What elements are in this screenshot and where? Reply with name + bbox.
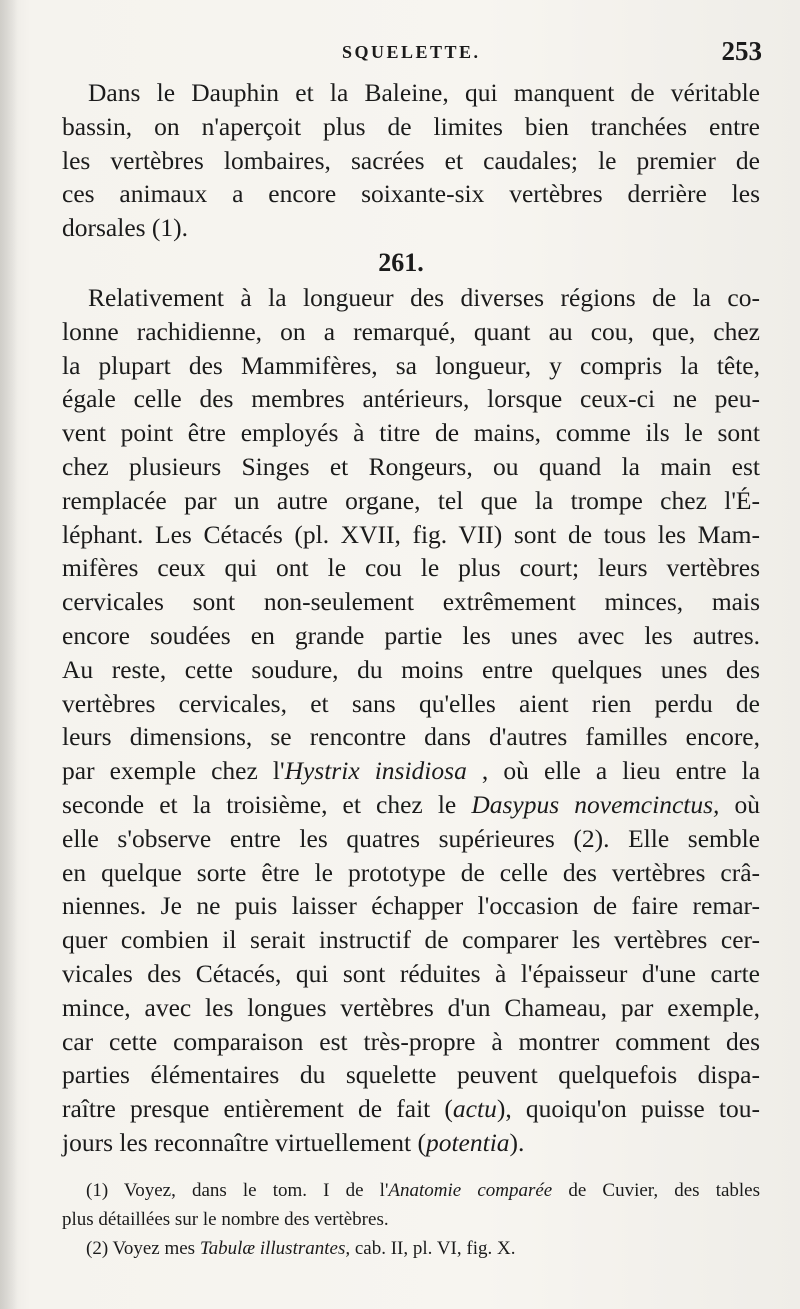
text-line: remplacée par un autre organe, tel que la trompe chez l'É- (62, 485, 760, 515)
footnotes (62, 1176, 760, 1263)
section-number: 261. (378, 247, 424, 277)
text-line: bassin, on n'aperçoit plus de limites bien tranchées entre (62, 111, 760, 141)
text-line: vent point être employés à titre de mains, comme ils le sont (62, 418, 760, 448)
text-line: Dans le Dauphin et la Baleine, qui manquent de véritable (88, 78, 760, 107)
text-segment: jours les reconnaître virtuellement ( (62, 1127, 426, 1157)
text-line: léphant. Les Cétacés (pl. XVII, fig. VII) sont de tous les Mam- (62, 519, 760, 549)
text-segment: ). (509, 1127, 525, 1157)
text-segment: (1) Voyez, dans le tom. I de l' (86, 1180, 389, 1201)
text-segment: par exemple chez l' (62, 756, 285, 786)
text-line: chez plusieurs Singes et Rongeurs, ou quand la main est (62, 451, 760, 481)
text-segment: ), quoiqu'on puisse tou- (496, 1094, 761, 1124)
text-line: en quelque sorte être le prototype de celle des vertèbres crâ- (62, 857, 760, 887)
text-line: vertèbres cervicales, et sans qu'elles aient rien perdu de (62, 688, 760, 718)
text-line: mifères ceux qui ont le cou le plus court; leurs vertèbres (62, 553, 760, 583)
footnote-1 (62, 1176, 760, 1205)
italic-latin-term: actu (452, 1094, 497, 1124)
text-line: vicales des Cétacés, qui sont réduites à l'épaisseur d'une carte (62, 958, 760, 988)
text-line-actu (62, 1092, 760, 1126)
italic-book-title: Anatomie comparée (388, 1180, 553, 1201)
paragraph-longueur (62, 281, 760, 1160)
paragraph-dauphin (62, 76, 760, 245)
main-text (62, 76, 760, 1160)
italic-species-name: Dasypus novemcinctus, (471, 789, 720, 819)
page-gutter-shadow (0, 0, 18, 1309)
text-line: les vertèbres lombaires, sacrées et caudales; le premier de (62, 145, 760, 175)
text-line: égale celle des membres antérieurs, lorsque ceux-ci ne peu- (62, 384, 760, 414)
footnote-2 (62, 1234, 760, 1263)
text-line: leurs dimensions, se rencontre dans d'autres familles encore, (62, 722, 760, 752)
text-segment: où (734, 789, 760, 819)
text-line: Au reste, cette soudure, du moins entre quelques unes des (62, 654, 760, 684)
text-segment: , où elle a lieu entre la (481, 756, 761, 786)
italic-latin-term: potentia (425, 1127, 510, 1157)
italic-book-title: Tabulæ illustrantes, (199, 1238, 351, 1259)
text-line: quer combien il serait instructif de comparer les vertèbres cer- (62, 925, 760, 955)
text-segment: seconde et la troisième, et chez le (62, 789, 457, 819)
text-line: encore soudées en grande partie les unes avec les autres. (62, 620, 760, 650)
text-line: cervicales sont non-seulement extrêmement minces, mais (62, 587, 760, 617)
text-segment: raître presque entièrement de fait ( (62, 1094, 453, 1124)
italic-species-name: Hystrix insidiosa (284, 756, 467, 786)
text-line: elle s'observe entre les quatres supérieures (2). Elle semble (62, 823, 760, 853)
footnote-1-continued: plus détaillées sur le nombre des vertèbres. (62, 1209, 389, 1230)
running-title: SQUELETTE. (342, 42, 481, 62)
text-line: mince, avec les longues vertèbres d'un Chameau, par exemple, (62, 992, 760, 1022)
text-line: niennes. Je ne puis laisser échapper l'occasion de faire remar- (62, 891, 760, 921)
text-segment: (2) Voyez mes (86, 1238, 196, 1259)
text-line: Relativement à la longueur des diverses régions de la co- (88, 282, 760, 312)
text-line-potentia (62, 1126, 760, 1160)
text-line-hystrix (62, 754, 760, 788)
text-line: dorsales (1). (62, 213, 189, 243)
text-segment: cab. II, pl. VI, fig. X. (354, 1238, 516, 1259)
text-line: la plupart des Mammifères, sa longueur, y compris la tête, (62, 350, 760, 380)
text-line: lonne rachidienne, on a remarqué, quant au cou, que, chez (62, 316, 760, 346)
text-segment: de Cuvier, des tables (568, 1180, 761, 1201)
text-line: parties élémentaires du squelette peuvent quelquefois dispa- (62, 1060, 760, 1090)
text-line-dasypus (62, 788, 760, 822)
text-line: ces animaux a encore soixante-six vertèbres derrière les (62, 179, 760, 209)
page-number: 253 (721, 36, 762, 66)
text-line: car cette comparaison est très-propre à montrer comment des (62, 1026, 760, 1056)
page-header (62, 36, 762, 76)
